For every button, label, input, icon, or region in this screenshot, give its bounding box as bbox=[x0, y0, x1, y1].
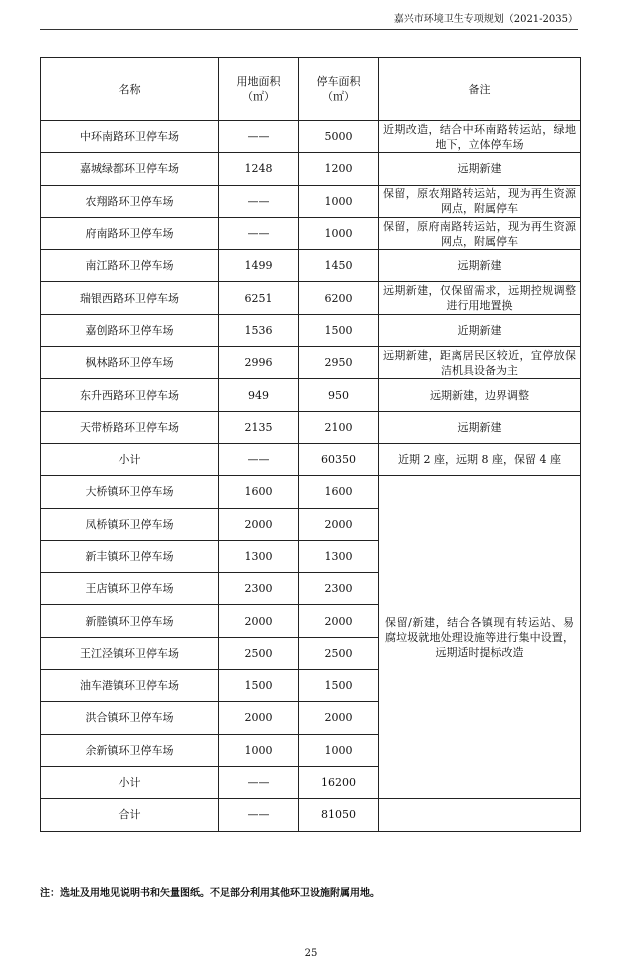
cell-note: 远期新建 bbox=[379, 250, 581, 282]
cell-name: 府南路环卫停车场 bbox=[41, 217, 219, 249]
col-header-note: 备注 bbox=[379, 58, 581, 121]
cell-land: —— bbox=[219, 443, 299, 475]
cell-parking: 2500 bbox=[299, 637, 379, 669]
cell-parking: 950 bbox=[299, 379, 379, 411]
cell-parking: 1200 bbox=[299, 153, 379, 185]
cell-name: 王江泾镇环卫停车场 bbox=[41, 637, 219, 669]
cell-note: 保留，原府南路转运站，现为再生资源网点，附属停车 bbox=[379, 217, 581, 249]
cell-name: 嘉创路环卫停车场 bbox=[41, 314, 219, 346]
cell-land: —— bbox=[219, 799, 299, 831]
cell-parking: 6200 bbox=[299, 282, 379, 314]
total-row bbox=[41, 799, 581, 831]
table-row bbox=[41, 121, 581, 153]
table-header-row bbox=[41, 58, 581, 121]
cell-parking: 2000 bbox=[299, 605, 379, 637]
cell-parking: 1300 bbox=[299, 540, 379, 572]
table-row bbox=[41, 282, 581, 314]
cell-parking: 1500 bbox=[299, 670, 379, 702]
table-row bbox=[41, 347, 581, 379]
cell-land: 1248 bbox=[219, 153, 299, 185]
table-footnote: 注：选址及用地见说明书和矢量图纸。不足部分利用其他环卫设施附属用地。 bbox=[40, 888, 380, 899]
cell-note: 远期新建，距离居民区较近，宜停放保洁机具设备为主 bbox=[379, 347, 581, 379]
cell-note bbox=[379, 799, 581, 831]
cell-name: 中环南路环卫停车场 bbox=[41, 121, 219, 153]
cell-note: 远期新建，边界调整 bbox=[379, 379, 581, 411]
cell-note: 远期新建，仅保留需求，远期控规调整进行用地置换 bbox=[379, 282, 581, 314]
cell-land: —— bbox=[219, 185, 299, 217]
cell-name: 新丰镇环卫停车场 bbox=[41, 540, 219, 572]
cell-land: 1000 bbox=[219, 734, 299, 766]
cell-parking: 16200 bbox=[299, 766, 379, 798]
cell-name: 大桥镇环卫停车场 bbox=[41, 476, 219, 508]
cell-land: 2996 bbox=[219, 347, 299, 379]
table-row bbox=[41, 411, 581, 443]
cell-parking: 1450 bbox=[299, 250, 379, 282]
cell-note: 近期 2 座，远期 8 座，保留 4 座 bbox=[379, 443, 581, 475]
cell-name: 瑞银西路环卫停车场 bbox=[41, 282, 219, 314]
cell-land: 1499 bbox=[219, 250, 299, 282]
cell-note: 远期新建 bbox=[379, 411, 581, 443]
cell-land: —— bbox=[219, 121, 299, 153]
cell-parking: 5000 bbox=[299, 121, 379, 153]
cell-name: 凤桥镇环卫停车场 bbox=[41, 508, 219, 540]
cell-parking: 2000 bbox=[299, 508, 379, 540]
cell-name: 枫林路环卫停车场 bbox=[41, 347, 219, 379]
cell-name: 天带桥路环卫停车场 bbox=[41, 411, 219, 443]
cell-name: 王店镇环卫停车场 bbox=[41, 573, 219, 605]
cell-name: 嘉城绿都环卫停车场 bbox=[41, 153, 219, 185]
cell-land: 1600 bbox=[219, 476, 299, 508]
cell-land: 1500 bbox=[219, 670, 299, 702]
cell-land: 2500 bbox=[219, 637, 299, 669]
cell-land: 1536 bbox=[219, 314, 299, 346]
parking-table bbox=[40, 57, 581, 832]
cell-parking: 1000 bbox=[299, 734, 379, 766]
table-row bbox=[41, 153, 581, 185]
cell-parking: 2000 bbox=[299, 702, 379, 734]
cell-note: 远期新建 bbox=[379, 153, 581, 185]
cell-name: 东升西路环卫停车场 bbox=[41, 379, 219, 411]
cell-parking: 1000 bbox=[299, 217, 379, 249]
cell-land: 2135 bbox=[219, 411, 299, 443]
cell-land: 949 bbox=[219, 379, 299, 411]
col-header-land-area: 用地面积 （㎡） bbox=[219, 58, 299, 121]
cell-name: 新塍镇环卫停车场 bbox=[41, 605, 219, 637]
cell-land: 2300 bbox=[219, 573, 299, 605]
col-header-parking-area: 停车面积 （㎡） bbox=[299, 58, 379, 121]
cell-name: 小计 bbox=[41, 443, 219, 475]
cell-name: 小计 bbox=[41, 766, 219, 798]
page-number: 25 bbox=[304, 948, 318, 959]
cell-land: 2000 bbox=[219, 605, 299, 637]
cell-parking: 60350 bbox=[299, 443, 379, 475]
cell-name: 油车港镇环卫停车场 bbox=[41, 670, 219, 702]
cell-land: —— bbox=[219, 766, 299, 798]
cell-parking: 2300 bbox=[299, 573, 379, 605]
cell-parking: 81050 bbox=[299, 799, 379, 831]
table-row bbox=[41, 314, 581, 346]
cell-land: —— bbox=[219, 217, 299, 249]
table-row bbox=[41, 250, 581, 282]
cell-parking: 1500 bbox=[299, 314, 379, 346]
table-row bbox=[41, 476, 581, 508]
subtotal-row bbox=[41, 443, 581, 475]
table-row bbox=[41, 217, 581, 249]
cell-name: 合计 bbox=[41, 799, 219, 831]
cell-name: 农翔路环卫停车场 bbox=[41, 185, 219, 217]
cell-land: 6251 bbox=[219, 282, 299, 314]
cell-parking: 1600 bbox=[299, 476, 379, 508]
cell-parking: 1000 bbox=[299, 185, 379, 217]
cell-land: 1300 bbox=[219, 540, 299, 572]
cell-note-merged: 保留/新建，结合各镇现有转运站、易腐垃圾就地处理设施等进行集中设置，远期适时提标改造 bbox=[379, 476, 581, 799]
cell-note: 保留，原农翔路转运站，现为再生资源网点，附属停车 bbox=[379, 185, 581, 217]
cell-land: 2000 bbox=[219, 702, 299, 734]
page-header: 嘉兴市环境卫生专项规划（2021-2035） bbox=[40, 10, 578, 30]
cell-note: 近期新建 bbox=[379, 314, 581, 346]
cell-name: 南江路环卫停车场 bbox=[41, 250, 219, 282]
cell-parking: 2100 bbox=[299, 411, 379, 443]
table-row bbox=[41, 185, 581, 217]
cell-note: 近期改造，结合中环南路转运站，绿地地下，立体停车场 bbox=[379, 121, 581, 153]
col-header-name: 名称 bbox=[41, 58, 219, 121]
table-row bbox=[41, 379, 581, 411]
cell-land: 2000 bbox=[219, 508, 299, 540]
cell-parking: 2950 bbox=[299, 347, 379, 379]
cell-name: 余新镇环卫停车场 bbox=[41, 734, 219, 766]
cell-name: 洪合镇环卫停车场 bbox=[41, 702, 219, 734]
